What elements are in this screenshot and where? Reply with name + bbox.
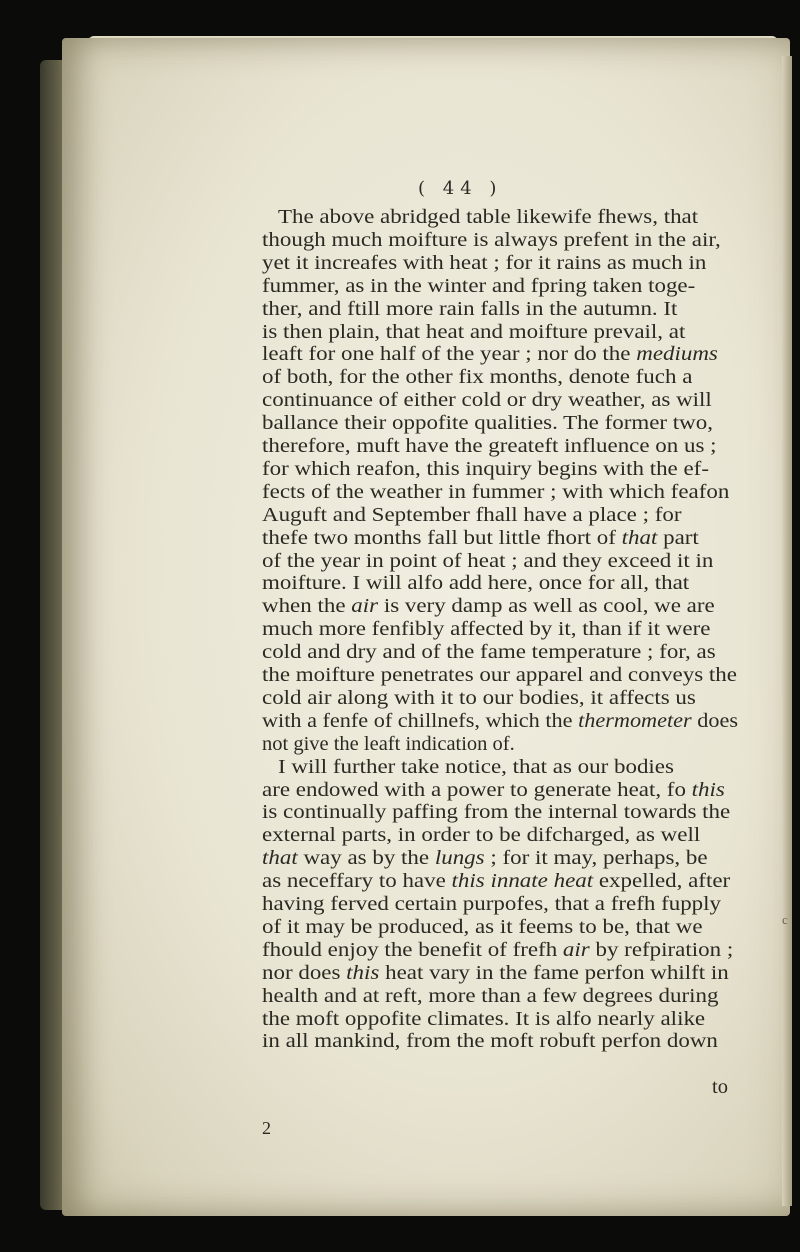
- text-line: ballance their oppofite qualities. The former two,: [262, 412, 713, 435]
- text-line: cold and dry and of the fame temperature ; for, as: [262, 641, 716, 664]
- text-line: thefe two months fall but little fhort of that part: [262, 526, 699, 549]
- page-edge-right: [782, 56, 792, 1206]
- text-line: is continually paffing from the internal towards the: [262, 801, 731, 824]
- text-line: having ferved certain purpofes, that a frefh fupply: [262, 893, 722, 915]
- text-line: cold air along with it to our bodies, it affects us: [262, 686, 696, 709]
- text-line: fhould enjoy the benefit of frefh air by refpiration ;: [262, 938, 734, 961]
- text-line: of both, for the other fix months, denote fuch a: [262, 366, 693, 389]
- catchword: to: [712, 1076, 728, 1098]
- text-line: health and at reft, more than a few degrees during: [262, 984, 719, 1007]
- text-line: of the year in point of heat ; and they exceed it in: [262, 549, 714, 572]
- text-line: with a fenfe of chillnefs, which the thermometer does: [262, 709, 738, 732]
- text-line: fummer, as in the winter and fpring taken toge-: [262, 274, 696, 297]
- text-line: fects of the weather in fummer ; with which feafon: [262, 480, 730, 503]
- text-line: when the air is very damp as well as cool, we are: [262, 595, 715, 618]
- text-line: continuance of either cold or dry weather, as will: [262, 389, 712, 412]
- signature-mark: 2: [262, 1118, 271, 1138]
- text-line: Auguft and September fhall have a place ; for: [262, 503, 682, 526]
- text-line: yet it increafes with heat ; for it rains as much in: [262, 251, 707, 274]
- page-number-header: ( 44 ): [418, 178, 503, 199]
- text-line: not give the leaft indication of.: [262, 732, 515, 755]
- text-line: leaft for one half of the year ; nor do the mediums: [262, 343, 718, 366]
- text-line: the moft oppofite climates. It is alfo nearly alike: [262, 1007, 706, 1030]
- text-line: ther, and ftill more rain falls in the autumn. It: [262, 297, 678, 320]
- text-line: I will further take notice, that as our bodies: [278, 755, 674, 778]
- text-line: of it may be produced, as it feems to be, that we: [262, 915, 703, 938]
- text-line: are endowed with a power to generate heat, fo this: [262, 778, 725, 801]
- text-line: that way as by the lungs ; for it may, perhaps, be: [262, 847, 708, 870]
- text-line: moifture. I will alfo add here, once for all, that: [262, 572, 690, 595]
- text-line: the moifture penetrates our apparel and conveys the: [262, 664, 737, 686]
- text-line: external parts, in order to be difcharged, as well: [262, 824, 701, 847]
- text-line: as neceffary to have this innate heat expelled, after: [262, 870, 731, 893]
- text-line: though much moifture is always prefent in the air,: [262, 228, 721, 251]
- text-line: therefore, muft have the greateft influence on us ;: [262, 435, 717, 457]
- text-line: nor does this heat vary in the fame perfon whilft in: [262, 961, 729, 984]
- text-line: in all mankind, from the moft robuft perfon down: [262, 1030, 718, 1053]
- text-line: The above abridged table likewife fhews, that: [278, 206, 699, 228]
- text-line: much more fenfibly affected by it, than if it were: [262, 618, 711, 641]
- text-line: is then plain, that heat and moifture prevail, at: [262, 320, 686, 343]
- margin-mark: c: [782, 912, 788, 927]
- text-line: for which reafon, this inquiry begins with the ef-: [262, 457, 709, 480]
